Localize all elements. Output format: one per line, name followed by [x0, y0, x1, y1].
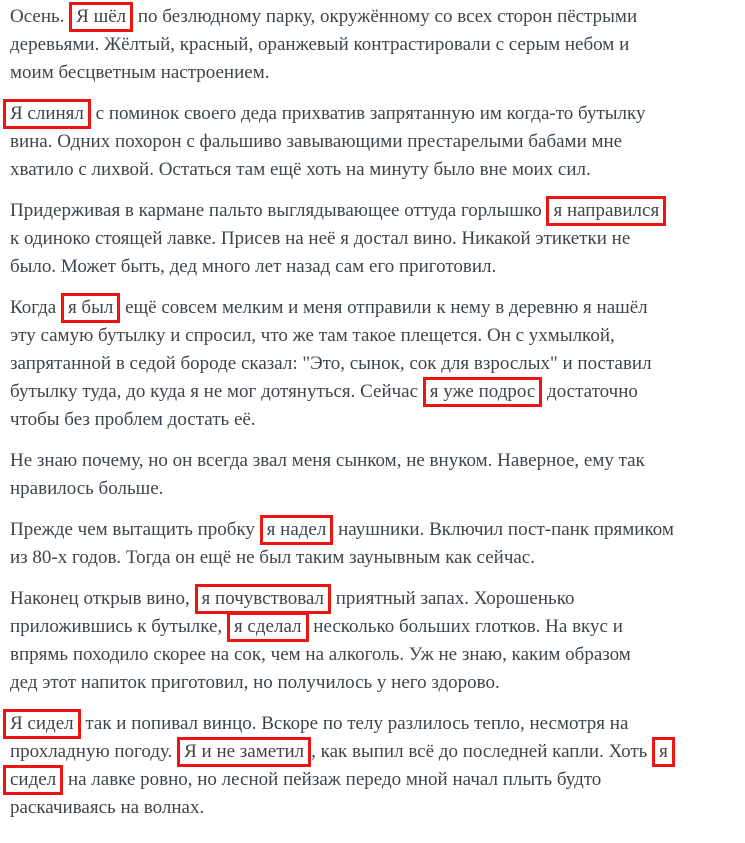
text-run: на лавке ровно, но лесной пейзаж передо мной начал плыть будто: [63, 769, 602, 790]
text-run: чтобы без проблем достать её.: [10, 409, 256, 430]
text-line: [10, 738, 737, 766]
document-body: [10, 3, 737, 822]
text-run: запрятанной в седой бороде сказал: "Это, сынок, сок для взрослых" и поставил: [10, 353, 652, 374]
text-run: бутылку туда, до куда я не мог дотянуться. Сейчас: [10, 381, 423, 402]
text-run: хватило с лихвой. Остаться там ещё хоть на минуту было вне моих сил.: [10, 159, 591, 180]
highlighted-phrase: я уже подрос: [423, 377, 543, 407]
paragraph: [10, 447, 737, 503]
text-run: наушники. Включил пост-панк прямиком: [333, 519, 674, 540]
paragraph: [10, 710, 737, 822]
text-line: [10, 475, 737, 503]
text-line: [10, 128, 737, 156]
text-run: из 80-х годов. Тогда он ещё не был таким заунывным как сейчас.: [10, 547, 535, 568]
text-run: приложившись к бутылке,: [10, 616, 227, 637]
text-run: моим бесцветным настроением.: [10, 62, 270, 83]
text-run: , как выпил всё до последней капли. Хоть: [311, 741, 653, 762]
paragraph: [10, 516, 737, 572]
text-run: достаточно: [542, 381, 638, 402]
text-line: [10, 516, 737, 544]
highlighted-phrase: я был: [61, 293, 120, 323]
text-line: [10, 294, 737, 322]
text-run: к одиноко стоящей лавке. Присев на неё я достал вино. Никакой этикетки не: [10, 228, 631, 249]
text-line: [10, 447, 737, 475]
text-line: [10, 100, 737, 128]
highlighted-phrase: Я сидел: [3, 709, 81, 739]
highlighted-phrase: я: [652, 737, 675, 767]
text-line: [10, 253, 737, 281]
text-line: [10, 669, 737, 697]
text-run: так и попивал винцо. Вскоре по телу разлилось тепло, несмотря на: [80, 713, 629, 734]
text-run: Наконец открыв вино,: [10, 588, 195, 609]
text-run: нравилось больше.: [10, 478, 164, 499]
paragraph: [10, 197, 737, 281]
highlighted-phrase: я сделал: [227, 612, 309, 642]
paragraph: [10, 585, 737, 697]
text-line: [10, 156, 737, 184]
text-line: [10, 3, 737, 31]
text-line: [10, 585, 737, 613]
highlighted-phrase: Я шёл: [69, 2, 133, 32]
text-run: с поминок своего деда прихватив запрятанную им когда-то бутылку: [90, 103, 646, 124]
text-line: [10, 322, 737, 350]
text-line: [10, 544, 737, 572]
text-run: деревьями. Жёлтый, красный, оранжевый контрастировали с серым небом и: [10, 34, 630, 55]
highlighted-phrase: я почувствовал: [195, 584, 331, 614]
text-run: Когда: [10, 297, 61, 318]
text-run: Осень.: [10, 6, 70, 27]
text-line: [10, 378, 737, 406]
highlighted-phrase: я направился: [546, 196, 666, 226]
text-run: Не знаю почему, но он всегда звал меня сынком, не внуком. Наверное, ему так: [10, 450, 645, 471]
text-line: [10, 59, 737, 87]
text-line: [10, 197, 737, 225]
text-run: вина. Одних похорон с фальшиво завывающими престарелыми бабами мне: [10, 131, 623, 152]
highlighted-phrase: Я и не заметил: [177, 737, 311, 767]
text-line: [10, 613, 737, 641]
text-line: [10, 406, 737, 434]
highlighted-phrase: Я слинял: [3, 99, 91, 129]
text-line: [10, 225, 737, 253]
text-line: [10, 710, 737, 738]
text-run: было. Может быть, дед много лет назад сам его приготовил.: [10, 256, 497, 277]
paragraph: [10, 294, 737, 434]
text-run: впрямь походило скорее на сок, чем на алкоголь. Уж не знаю, каким образом: [10, 644, 631, 665]
text-run: по безлюдному парку, окружённому со всех сторон пёстрыми: [133, 6, 638, 27]
text-line: [10, 766, 737, 794]
text-run: приятный запах. Хорошенько: [331, 588, 575, 609]
text-run: дед этот напиток приготовил, но получилось у него здорово.: [10, 672, 500, 693]
text-run: прохладную погоду.: [10, 741, 178, 762]
highlighted-phrase: я надел: [260, 515, 334, 545]
highlighted-phrase: сидел: [3, 765, 63, 795]
text-line: [10, 350, 737, 378]
text-run: Придерживая в кармане пальто выглядывающее оттуда горлышко: [10, 200, 547, 221]
text-line: [10, 31, 737, 59]
text-line: [10, 794, 737, 822]
text-line: [10, 641, 737, 669]
text-run: ещё совсем мелким и меня отправили к нему в деревню я нашёл: [120, 297, 648, 318]
text-run: эту самую бутылку и спросил, что же там такое плещется. Он с ухмылкой,: [10, 325, 615, 346]
paragraph: [10, 3, 737, 87]
paragraph: [10, 100, 737, 184]
text-run: раскачиваясь на волнах.: [10, 797, 205, 818]
text-run: Прежде чем вытащить пробку: [10, 519, 260, 540]
text-run: несколько больших глотков. На вкус и: [308, 616, 623, 637]
